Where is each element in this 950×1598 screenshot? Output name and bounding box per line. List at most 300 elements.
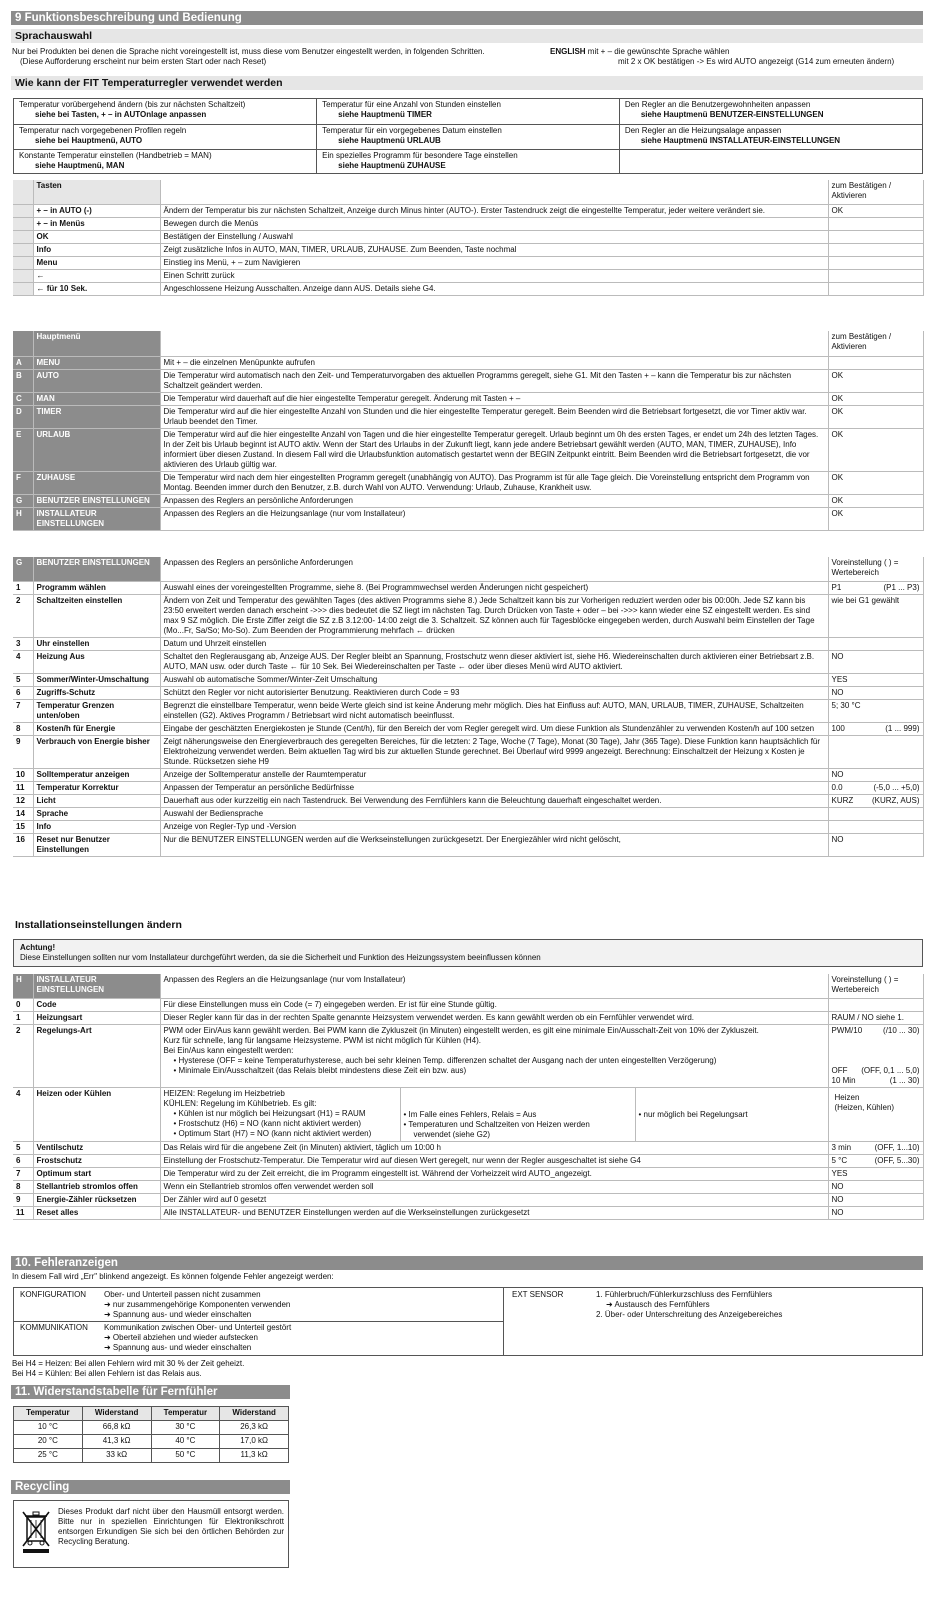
hauptmenu-name: MENU [33, 356, 160, 369]
hauptmenu-desc: Anpassen des Reglers an persönliche Anforderungen [160, 494, 828, 507]
widerstand-value: 33 kΩ [82, 1449, 151, 1463]
fehler-line: Ober- und Unterteil passen nicht zusammen [104, 1290, 261, 1299]
setting-value [828, 1193, 923, 1206]
benutzer-letter: G [13, 557, 33, 581]
benutzer-row [13, 794, 923, 807]
setting-value [828, 1087, 923, 1141]
weee-bin-icon [20, 1509, 52, 1555]
tasten-row [13, 256, 923, 269]
setting-value [828, 650, 923, 673]
usage-cell [619, 124, 922, 149]
benutzer-num: 14 [13, 807, 33, 820]
benutzer-row [13, 650, 923, 673]
install-num: 7 [13, 1167, 33, 1180]
usage-ref: siehe Hauptmenü, MAN [35, 160, 125, 170]
usage-row [14, 99, 922, 124]
benutzer-desc: Anzeige der Solltemperatur anstelle der Raumtemperatur [160, 768, 828, 781]
tasten-key: ← [33, 269, 160, 282]
usage-goal: Temperatur für eine Anzahl von Stunden einstellen [322, 100, 501, 109]
setting-default: YES [831, 674, 848, 684]
install-desc: Für diese Einstellungen muss ein Code (= 7) eingegeben werden. Er ist für eine Stunde gültig. [160, 998, 828, 1011]
setting-default: RAUM / NO siehe 1. [831, 1012, 904, 1022]
regelungsart-value [832, 1066, 920, 1076]
install-desc: Wenn ein Stellantrieb stromlos offen verwendet werden soll [160, 1180, 828, 1193]
wider-h1: Temperatur [14, 1407, 83, 1421]
benutzer-num: 16 [13, 833, 33, 856]
installateur-table [13, 974, 923, 1220]
hauptmenu-value: OK [828, 494, 923, 507]
usage-ref: siehe Hauptmenü URLAUB [338, 135, 441, 145]
install-name: Code [33, 998, 160, 1011]
usage-goal: Temperatur vorübergehend ändern (bis zur nächsten Schaltzeit) [19, 100, 246, 109]
benutzer-name: Programm wählen [33, 581, 160, 594]
install-name: Reset alles [33, 1206, 160, 1219]
tasten-value [828, 256, 923, 269]
fehler-box [13, 1287, 923, 1356]
widerstand-value: 26,3 kΩ [220, 1421, 289, 1435]
setting-value [828, 699, 923, 722]
benutzer-row [13, 637, 923, 650]
widerstand-value: 11,3 kΩ [220, 1449, 289, 1463]
sprach-line-2: (Diese Aufforderung erscheint nur beim ersten Start oder nach Reset) [20, 57, 267, 66]
recycling-box [13, 1500, 289, 1568]
recycling-text: Dieses Produkt darf nicht über den Hausmüll entsorgt werden. Bitte nur in speziellen Einrichtungen für Elektronikschrott entsorgen Erkundigen Sie sich bei den örtlichen Behörden zur Recycling Beratung. [58, 1507, 284, 1546]
wider-h3: Temperatur [151, 1407, 220, 1421]
temperature-value: 10 °C [14, 1421, 83, 1435]
benutzer-name: Heizung Aus [33, 650, 160, 673]
install-desc: Der Zähler wird auf 0 gesetzt [160, 1193, 828, 1206]
regelungsart-line: • Minimale Ein/Ausschaltzeit (das Relais bleibt mindestens diese Zeit ein bzw. aus) [173, 1065, 467, 1075]
hauptmenu-value: OK [828, 471, 923, 494]
benutzer-row [13, 699, 923, 722]
tasten-value [828, 217, 923, 230]
setting-range: (1 ... 999) [885, 723, 920, 733]
fehler-line: 1. Fühlerbruch/Fühlerkurzschluss des Fernfühlers [596, 1290, 773, 1299]
fehler-notes [12, 1359, 612, 1379]
install-num: 0 [13, 998, 33, 1011]
tasten-spacer [13, 204, 33, 217]
heizen-col-a [161, 1088, 401, 1141]
tasten-row [13, 269, 923, 282]
usage-cell [14, 124, 317, 149]
benutzer-num: 12 [13, 794, 33, 807]
sprach-step-2: mit 2 x OK bestätigen -> Es wird AUTO angezeigt (G14 zum erneuten ändern) [618, 57, 895, 66]
install-row-regelungsart [13, 1024, 923, 1087]
heizen-line: HEIZEN: Regelung im Heizbetrieb [163, 1088, 285, 1098]
setting-value [828, 768, 923, 781]
tasten-key: Menu [33, 256, 160, 269]
usage-ref: siehe bei Hauptmenü, AUTO [35, 135, 143, 145]
setting-value [828, 637, 923, 650]
hauptmenu-row [13, 405, 923, 428]
setting-value [828, 1024, 923, 1087]
usage-goal: Konstante Temperatur einstellen (Handbetrieb = MAN) [19, 150, 212, 160]
hauptmenu-name: MAN [33, 392, 160, 405]
tasten-value [828, 230, 923, 243]
hauptmenu-row [13, 471, 923, 494]
hauptmenu-header-right: zum Bestätigen / Aktivieren [828, 331, 923, 356]
setting-default: P1 [831, 582, 842, 592]
benutzer-table [13, 557, 923, 857]
benutzer-name: Info [33, 820, 160, 833]
hauptmenu-row [13, 392, 923, 405]
temperature-value: 40 °C [151, 1435, 220, 1449]
heizen-line: • Kühlen ist nur möglich bei Heizungsart (H1) = RAUM [173, 1108, 366, 1118]
setting-default: KURZ [831, 795, 854, 805]
usage-row [14, 124, 922, 149]
usage-cell [14, 149, 317, 174]
regelungsart-line: PWM oder Ein/Aus kann gewählt werden. Bei PWM kann die Zykluszeit (in Minuten) eingestellt werden, es gilt eine minimale Ein/Ausschalt-Zeit von 10% der Zykluszeit. [163, 1025, 759, 1035]
regelungsart-line: • Hysterese (OFF = keine Temperaturhysterese, auch bei sehr kleinen Temp. differenzen schaltet der Ausgang nach der unten eingestellten Verzögerung) [173, 1055, 717, 1065]
fehler-title: 10. Fehleranzeigen [11, 1256, 923, 1270]
install-desc: Das Relais wird für die angebene Zeit (in Minuten) aktiviert, täglich um 10:00 h [160, 1141, 828, 1154]
fehler-line: ➜ Spannung aus- und wieder einschalten [104, 1343, 252, 1352]
benutzer-desc: Ändern von Zeit und Temperatur des gewählten Tages (des aktiven Programms siehe 8.) Jede Schaltzeit kann bis zur Vorherigen reduziert werden oder bis 00:00h. Jede SZ kann bis 23:50 erweitert werden danach erscheint ->>> dies bedeutet die SZ liegt im nächsten Tag. Durch Drücken von Taste + oder – bei ->>> kann wieder eine SZ eingestellt werden. Es sind max 9 SZ möglich. Die Erste Ziffer zeigt die SZ z.B 3.12:00- 14:00 zeigt die 3. Schaltzeit. SZ können auch für Tagesblöcke eingegeben werden, durch Auswahl beim Einstellen der Tage (Mo...Fr, Sa/So; Mo-So). Zum Beenden der Programmierung mehrfach ← drücken [160, 594, 828, 637]
tasten-spacer [13, 217, 33, 230]
warning-title: Achtung! [20, 943, 56, 952]
setting-value [828, 594, 923, 637]
install-desc: Die Temperatur wird zu der Zeit erreicht, die im Programm eingestellt ist. Während der Vorheizzeit wird AUTO_angezeigt. [160, 1167, 828, 1180]
hauptmenu-name: URLAUB [33, 428, 160, 471]
install-row [13, 1193, 923, 1206]
benutzer-row [13, 768, 923, 781]
fehler-note-2: Bei H4 = Kühlen: Bei allen Fehlern ist das Relais aus. [12, 1369, 202, 1378]
hauptmenu-desc: Die Temperatur wird auf die hier eingestellte Anzahl von Tagen und die hier eingestellte Temperatur geregelt. Urlaub beginnt um 0h des ersten Tages, er endet um 24h des letzten Tages. In der Zeit bis Urlaub beginnt ist AUTO aktiv. Wenn der Start des Urlaubs in der Zukunft liegt, kann jede andere Betriebsart gewählt werden (AUTO, MAN, TIMER, ZUHAUSE), Info informiert über diesen Zustand. In diesem Fall wird die Urlaubsfunktion automatisch gestartet wenn der BEGIN Zeitpunkt eintritt. Beim Beenden wird die Betriebsart fortgesetzt, die vor aktivieren des Urlaub gültig war. [160, 428, 828, 471]
tasten-table [13, 180, 923, 296]
install-desc: Einstellung der Frostschutz-Temperatur. Die Temperatur wird auf diesen Wert geregelt, nur wenn der Regler ausgeschaltet ist siehe G4 [160, 1154, 828, 1167]
install-num: 6 [13, 1154, 33, 1167]
heizen-col-b [401, 1088, 636, 1141]
tasten-row [13, 204, 923, 217]
install-name: Frostschutz [33, 1154, 160, 1167]
benutzer-row [13, 722, 923, 735]
regelungsart-line: Kurz für schnelle, lang für langsame Heizsysteme. PWM ist nicht möglich für Kühlen (H4). [163, 1035, 481, 1045]
benutzer-name: Verbrauch von Energie bisher [33, 735, 160, 768]
usage-goal: Temperatur nach vorgegebenen Profilen regeln [19, 125, 187, 135]
setting-default: 10 Min [831, 1075, 856, 1085]
hauptmenu-row [13, 428, 923, 471]
install-name: Ventilschutz [33, 1141, 160, 1154]
install-desc [160, 1087, 828, 1141]
fehler-note-1: Bei H4 = Heizen: Bei allen Fehlern wird mit 30 % der Zeit geheizt. [12, 1359, 245, 1368]
benutzer-name: Temperatur Korrektur [33, 781, 160, 794]
setting-value [828, 686, 923, 699]
fehler-left [14, 1288, 504, 1355]
install-num: 1 [13, 1011, 33, 1024]
setting-value [828, 794, 923, 807]
setting-value [828, 1141, 923, 1154]
tasten-desc: Zeigt zusätzliche Infos in AUTO, MAN, TIMER, URLAUB, ZUHAUSE. Zum Beenden, Taste nochmal [160, 243, 828, 256]
benutzer-num: 4 [13, 650, 33, 673]
benutzer-desc: Anzeige von Regler-Typ und -Version [160, 820, 828, 833]
hauptmenu-desc: Die Temperatur wird auf die hier eingestellte Anzahl von Stunden und die hier eingestellte Temperatur geregelt. Beim Beenden wird die Betriebsart fortgesetzt, die vor Timer aktiv war. Urlaub beendet den Timer. [160, 405, 828, 428]
usage-goal: Den Regler an die Heizungsalage anpassen [624, 125, 782, 135]
tasten-spacer [13, 269, 33, 282]
benutzer-name: Kosten/h für Energie [33, 722, 160, 735]
install-num: 9 [13, 1193, 33, 1206]
hauptmenu-name: TIMER [33, 405, 160, 428]
benutzer-num: 9 [13, 735, 33, 768]
tasten-row [13, 282, 923, 295]
heizen-line-b: verwendet (siehe G2) [413, 1129, 490, 1139]
tasten-desc: Einstieg ins Menü, + – zum Navigieren [160, 256, 828, 269]
fehler-intro: In diesem Fall wird „Err" blinkend angezeigt. Es können folgende Fehler angezeigt werden: [12, 1272, 334, 1281]
setting-default: NO [831, 834, 844, 844]
usage-cell [317, 99, 620, 124]
tasten-desc: Bewegen durch die Menüs [160, 217, 828, 230]
install-letter: H [13, 974, 33, 998]
setting-default: NO [831, 1181, 844, 1191]
tasten-value [828, 243, 923, 256]
benutzer-desc: Datum und Uhrzeit einstellen [160, 637, 828, 650]
install-row [13, 998, 923, 1011]
setting-default: PWM/10 [831, 1025, 863, 1035]
install-name: Heizungsart [33, 1011, 160, 1024]
sprachauswahl-text [12, 47, 542, 67]
heizen-col-c [636, 1088, 751, 1141]
benutzer-num: 10 [13, 768, 33, 781]
tasten-spacer [13, 243, 33, 256]
benutzer-name: Solltemperatur anzeigen [33, 768, 160, 781]
tasten-desc: Bestätigen der Einstellung / Auswahl [160, 230, 828, 243]
benutzer-name: Reset nur Benutzer Einstellungen [33, 833, 160, 856]
install-row [13, 1206, 923, 1219]
hauptmenu-table [13, 331, 923, 531]
benutzer-name: Zugriffs-Schutz [33, 686, 160, 699]
benutzer-num: 5 [13, 673, 33, 686]
hauptmenu-name: INSTALLATEUR EINSTELLUNGEN [33, 507, 160, 530]
benutzer-num: 3 [13, 637, 33, 650]
setting-range: (-5,0 ... +5,0) [873, 782, 920, 792]
setting-default: Heizen [834, 1092, 860, 1102]
hauptmenu-desc: Die Temperatur wird nach dem hier eingestellten Programm geregelt (unabhängig von AUTO). Das Programm ist für alle Tage gleich. Die Voreinstellung entspricht dem Programm von Montag. Beenden immer durch den Benutzer, z.B. durch Wahl von AUTO. Verwendung: Urlaub, Zuhause, Krankheit usw. [160, 471, 828, 494]
benutzer-desc: Auswahl der Bediensprache [160, 807, 828, 820]
hauptmenu-row [13, 494, 923, 507]
setting-value [828, 581, 923, 594]
benutzer-name: Licht [33, 794, 160, 807]
sprachauswahl-title: Sprachauswahl [11, 29, 923, 43]
setting-default: 0.0 [831, 782, 843, 792]
benutzer-name: Sommer/Winter-Umschaltung [33, 673, 160, 686]
setting-default: OFF [831, 1065, 848, 1075]
benutzer-desc: Auswahl eines der voreingestellten Programme, siehe 8. (Bei Programmwechsel werden Änderungen nicht gespeichert) [160, 581, 828, 594]
hauptmenu-header: Hauptmenü [33, 331, 160, 356]
setting-value [828, 1167, 923, 1180]
setting-value [828, 735, 923, 768]
hauptmenu-letter: D [13, 405, 33, 428]
hauptmenu-value: OK [828, 405, 923, 428]
install-num: 5 [13, 1141, 33, 1154]
hauptmenu-value: OK [828, 369, 923, 392]
fehler-k3-lines [596, 1290, 916, 1320]
hauptmenu-letter: G [13, 494, 33, 507]
install-name: Optimum start [33, 1167, 160, 1180]
hauptmenu-row [13, 507, 923, 530]
tasten-row [13, 243, 923, 256]
install-name: Stellantrieb stromlos offen [33, 1180, 160, 1193]
fehler-konfiguration: KONFIGURATION [20, 1290, 87, 1299]
widerstand-row [14, 1449, 289, 1463]
benutzer-desc: Schaltet den Reglerausgang ab, Anzeige AUS. Der Regler bleibt an Spannung, Frostschutz wenn dieser aktiviert ist, siehe H6. Wiedereinschalten durch aktivieren einer Betriebsart z.B. AUTO, MAN usw. oder durch Taste ← für 10 Sek. Bei Wiedereinschalten per Taste ← oder über dieses Menü wird AUTO aktiviert. [160, 650, 828, 673]
regelungsart-value [832, 1026, 920, 1036]
setting-value [828, 781, 923, 794]
fehler-line: ➜ nur zusammengehörige Komponenten verwenden [104, 1300, 291, 1309]
heizen-line: • Optimum Start (H7) = NO (kann nicht aktiviert werden) [173, 1128, 372, 1138]
benutzer-num: 2 [13, 594, 33, 637]
benutzer-name: Schaltzeiten einstellen [33, 594, 160, 637]
hauptmenu-letter: B [13, 369, 33, 392]
hauptmenu-desc: Die Temperatur wird automatisch nach den Zeit- und Temperaturvorgaben des aktuellen Programms geregelt, siehe G1. Mit den Tasten + – kann die Temperatur bis zur nächsten Schaltzeit geändert werden. [160, 369, 828, 392]
usage-cell [619, 99, 922, 124]
tasten-value [828, 269, 923, 282]
wider-h2: Widerstand [82, 1407, 151, 1421]
setting-value [828, 1180, 923, 1193]
wider-h4: Widerstand [220, 1407, 289, 1421]
benutzer-desc: Zeigt näherungsweise den Energieverbrauch des geregelten Bereiches, für die letzten: 2 Tage, Woche (7 Tage), Monat (30 Tage), Jahr (365 Tage). Diese Funktion kann hauptsächlich für Elektroheizung verwendet werden. Beim aktuellen Tag wird bis zur aktuellen Stunde gerechnet. Bei Überlauf wird 9999 angezeigt. Berechnung: Einschaltzeit der Heizung x Kosten je Stunde. Rücksetzen siehe H9 [160, 735, 828, 768]
benutzer-name: Uhr einstellen [33, 637, 160, 650]
install-row [13, 1141, 923, 1154]
setting-range: (KURZ, AUS) [871, 795, 920, 805]
install-desc [160, 1024, 828, 1087]
heizen-line-c: • nur möglich bei Regelungsart [638, 1109, 748, 1119]
hauptmenu-letter: F [13, 471, 33, 494]
fehler-kommunikation: KOMMUNIKATION [20, 1323, 88, 1332]
tasten-key: Info [33, 243, 160, 256]
usage-ref: siehe bei Tasten, + – in AUTOnlage anpassen [35, 110, 207, 119]
benutzer-num: 11 [13, 781, 33, 794]
benutzer-desc: Anpassen der Temperatur an persönliche Bedürfnisse [160, 781, 828, 794]
sprach-line-1: Nur bei Produkten bei denen die Sprache nicht voreingestellt ist, muss diese vom Benutzer eingestellt werden, in folgenden Schritten. [12, 47, 485, 56]
usage-goal: Temperatur für ein vorgegebenes Datum einstellen [322, 125, 502, 135]
install-row-heizen-kuehlen [13, 1087, 923, 1141]
usage-cell [317, 124, 620, 149]
benutzer-header-right: Voreinstellung ( ) = Wertebereich [828, 557, 923, 581]
usage-cell [317, 149, 620, 174]
usage-ref: siehe Hauptmenü BENUTZER-EINSTELLUNGEN [640, 110, 824, 119]
benutzer-name: Temperatur Grenzen unten/oben [33, 699, 160, 722]
tasten-value: OK [828, 204, 923, 217]
widerstand-title: 11. Widerstandstabelle für Fernfühler [11, 1385, 290, 1399]
benutzer-row [13, 581, 923, 594]
usage-title: Wie kann der FIT Temperaturregler verwendet werden [11, 76, 923, 90]
usage-ref: siehe Hauptmenü ZUHAUSE [338, 160, 446, 170]
setting-value [828, 833, 923, 856]
tasten-value [828, 282, 923, 295]
hauptmenu-letter: C [13, 392, 33, 405]
usage-grid [13, 98, 923, 174]
setting-range: (OFF, 1...10) [874, 1142, 920, 1152]
benutzer-num: 1 [13, 581, 33, 594]
tasten-desc: Angeschlossene Heizung Ausschalten. Anzeige dann AUS. Details siehe G4. [160, 282, 828, 295]
setting-default: 5; 30 °C [831, 700, 861, 710]
usage-ref: siehe Hauptmenü TIMER [338, 110, 432, 119]
benutzer-num: 6 [13, 686, 33, 699]
benutzer-row [13, 686, 923, 699]
hauptmenu-value [828, 356, 923, 369]
benutzer-num: 8 [13, 722, 33, 735]
hauptmenu-letter: H [13, 507, 33, 530]
setting-value [828, 1011, 923, 1024]
setting-value [828, 1206, 923, 1219]
benutzer-num: 15 [13, 820, 33, 833]
setting-default: 100 [831, 723, 845, 733]
setting-default: NO [831, 1194, 844, 1204]
tasten-spacer [13, 230, 33, 243]
setting-value [828, 807, 923, 820]
setting-default: 3 min [831, 1142, 852, 1152]
setting-value [828, 722, 923, 735]
benutzer-row [13, 594, 923, 637]
install-desc: Dieser Regler kann für das in der rechten Spalte genannte Heizsystem verwendet werden. Es kann gewählt werden ob ein Fernfühler verwendet wird. [160, 1011, 828, 1024]
sprach-step-1: mit + – die gewünschte Sprache wählen [587, 47, 730, 56]
widerstand-value: 41,3 kΩ [82, 1435, 151, 1449]
setting-value [828, 673, 923, 686]
install-header: INSTALLATEUR EINSTELLUNGEN [33, 974, 160, 998]
temperature-value: 25 °C [14, 1449, 83, 1463]
heizen-line: KÜHLEN: Regelung im Kühlbetrieb. Es gilt: [163, 1098, 317, 1108]
usage-cell [14, 99, 317, 124]
regelungsart-value [832, 1076, 920, 1086]
install-header-desc: Anpassen des Reglers an die Heizungsanlage (nur vom Installateur) [160, 974, 828, 998]
benutzer-desc: Nur die BENUTZER EINSTELLUNGEN werden auf die Werkseinstellungen zurückgesetzt. Der Energiezähler wird nicht gelöscht, [160, 833, 828, 856]
hauptmenu-name: ZUHAUSE [33, 471, 160, 494]
widerstand-table [13, 1406, 289, 1463]
setting-value [828, 820, 923, 833]
fehler-ext-sensor: EXT SENSOR [512, 1290, 564, 1299]
tasten-desc: Ändern der Temperatur bis zur nächsten Schaltzeit, Anzeige durch Minus hinter (AUTO-). Erster Tastendruck zeigt die eingestellte Temperatur, jeder weitere verändert sie. [160, 204, 828, 217]
widerstand-value: 66,8 kΩ [82, 1421, 151, 1435]
usage-goal: Ein spezielles Programm für besondere Tage einstellen [322, 150, 518, 160]
setting-value [828, 998, 923, 1011]
setting-default: NO [831, 769, 844, 779]
benutzer-header: BENUTZER EINSTELLUNGEN [33, 557, 160, 581]
temperature-value: 20 °C [14, 1435, 83, 1449]
heizen-line-b: • Temperaturen und Schaltzeiten von Heizen werden [403, 1119, 590, 1129]
setting-range: (OFF, 5...30) [874, 1155, 920, 1165]
tasten-header-right: zum Bestätigen / Aktivieren [828, 180, 923, 204]
fehler-line: 2. Über- oder Unterschreitung des Anzeigebereiches [596, 1310, 783, 1319]
benutzer-row [13, 820, 923, 833]
heizen-line-b: • Im Falle eines Fehlers, Relais = Aus [403, 1109, 537, 1119]
hauptmenu-value: OK [828, 507, 923, 530]
regelungsart-line: Bei Ein/Aus kann eingestellt werden: [163, 1045, 294, 1055]
widerstand-row [14, 1435, 289, 1449]
usage-goal: Den Regler an die Benutzergewohnheiten anpassen [624, 100, 811, 109]
benutzer-desc: Auswahl ob automatische Sommer/Winter-Zeit Umschaltung [160, 673, 828, 686]
hauptmenu-name: AUTO [33, 369, 160, 392]
setting-range: (Heizen, Kühlen) [834, 1102, 895, 1112]
widerstand-value: 17,0 kΩ [220, 1435, 289, 1449]
benutzer-desc: Schützt den Regler vor nicht autorisierter Benutzung. Reaktivieren durch Code = 93 [160, 686, 828, 699]
tasten-row [13, 230, 923, 243]
fehler-k2-lines [104, 1323, 494, 1353]
tasten-desc: Einen Schritt zurück [160, 269, 828, 282]
hauptmenu-desc: Die Temperatur wird dauerhaft auf die hier eingestellte Temperatur geregelt. Änderung mit Tasten + – [160, 392, 828, 405]
temperature-value: 50 °C [151, 1449, 220, 1463]
hauptmenu-row [13, 369, 923, 392]
hauptmenu-value: OK [828, 392, 923, 405]
hauptmenu-value: OK [828, 428, 923, 471]
tasten-spacer [13, 256, 33, 269]
install-num: 11 [13, 1206, 33, 1219]
heizen-line: • Frostschutz (H6) = NO (kann nicht aktiviert werden) [173, 1118, 362, 1128]
setting-default: YES [831, 1168, 848, 1178]
setting-range: (OFF, 0,1 ... 5,0) [861, 1065, 920, 1075]
tasten-key: + – in Menüs [33, 217, 160, 230]
benutzer-row [13, 781, 923, 794]
benutzer-desc: Begrenzt die einstellbare Temperatur, wenn beide Werte gleich sind ist keine Änderung mehr möglich. Dies hat Einfluss auf: AUTO, MAN, URLAUB, TIMER, ZUHAUSE, Schaltzeiten einstellen (G2). Aktives Programm / Betriebsart wird nicht automatisch beeinflusst. [160, 699, 828, 722]
setting-default: NO [831, 1207, 844, 1217]
